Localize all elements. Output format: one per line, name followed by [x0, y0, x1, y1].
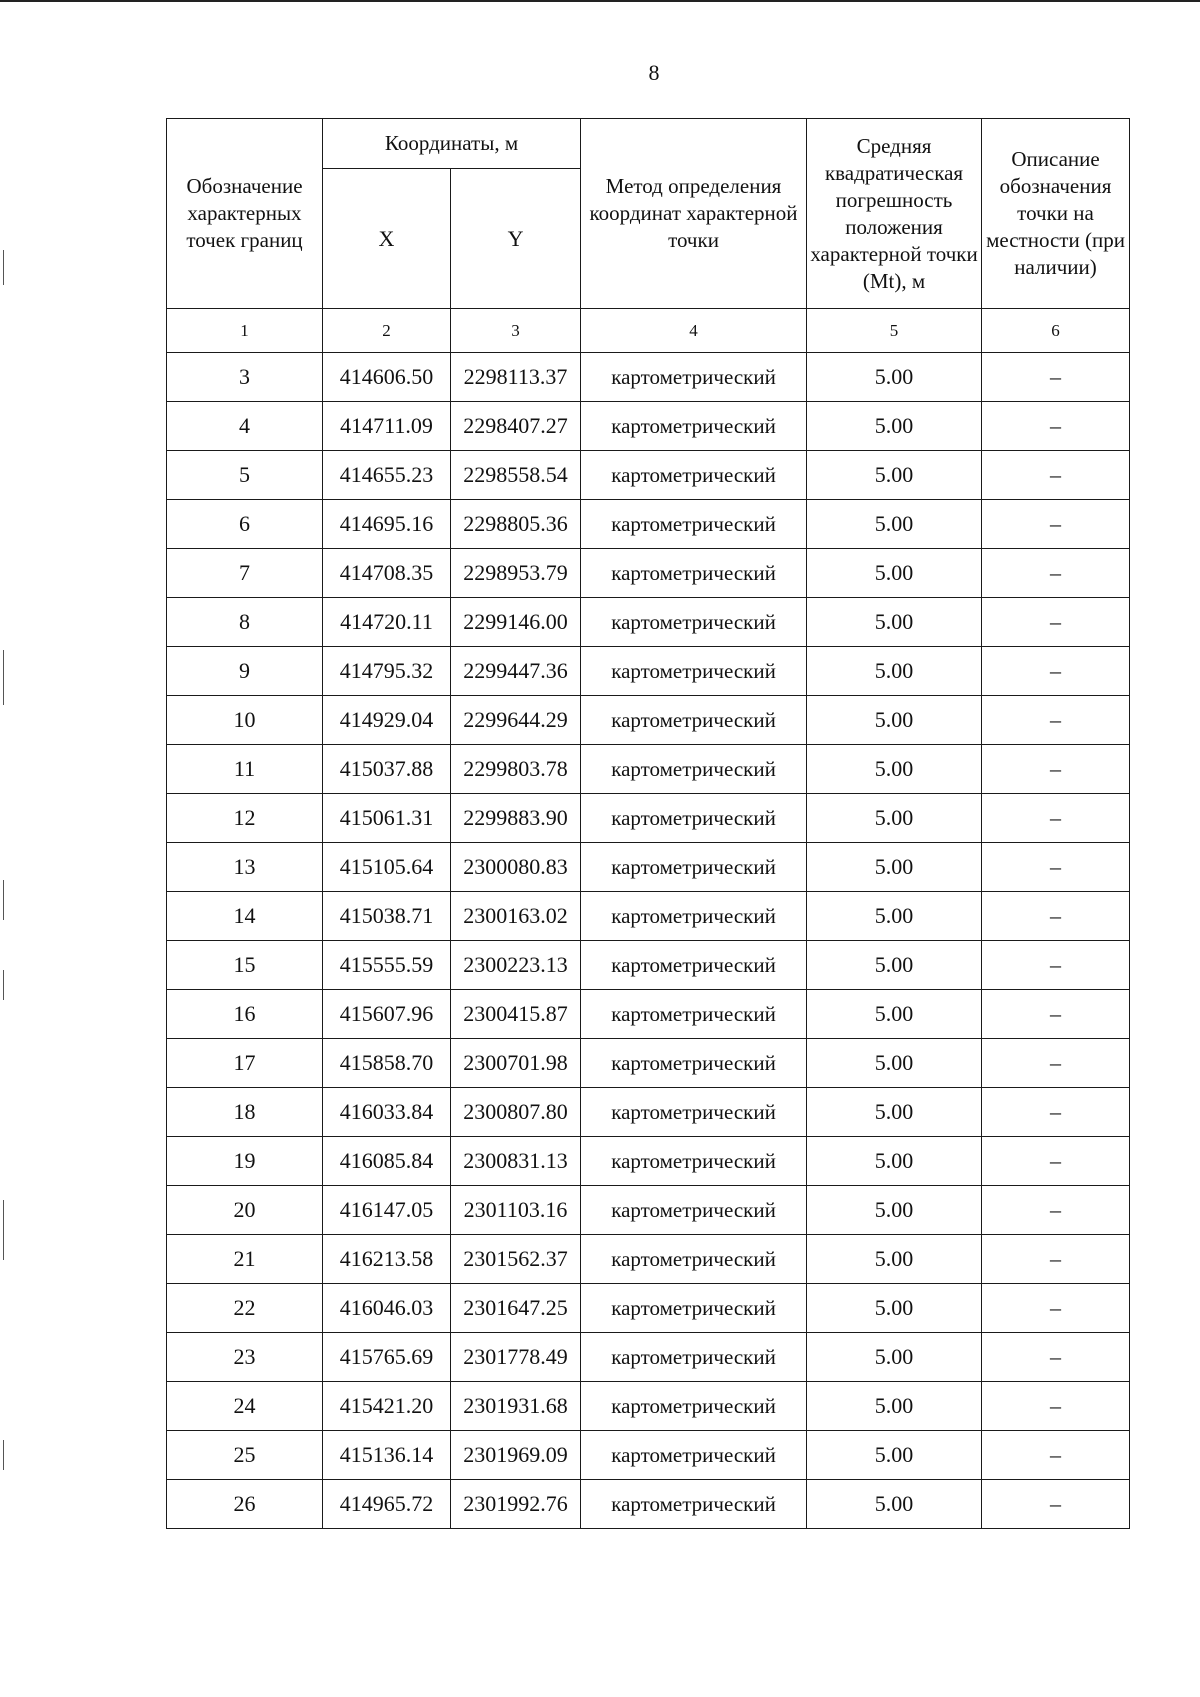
cell-point: 22: [167, 1284, 323, 1333]
cell-point: 11: [167, 745, 323, 794]
header-y: Y: [451, 169, 581, 309]
table-row: [167, 647, 1130, 696]
cell-description: –: [982, 647, 1130, 696]
cell-point: 3: [167, 353, 323, 402]
cell-point: 10: [167, 696, 323, 745]
column-number: 3: [451, 309, 581, 353]
column-number: 5: [807, 309, 982, 353]
cell-point: 9: [167, 647, 323, 696]
cell-method: картометрический: [581, 1333, 807, 1382]
cell-y: 2301103.16: [451, 1186, 581, 1235]
coordinates-table: [166, 118, 1130, 1529]
cell-y: 2301992.76: [451, 1480, 581, 1529]
cell-description: –: [982, 1235, 1130, 1284]
cell-point: 26: [167, 1480, 323, 1529]
cell-error: 5.00: [807, 1431, 982, 1480]
cell-point: 17: [167, 1039, 323, 1088]
cell-point: 8: [167, 598, 323, 647]
cell-error: 5.00: [807, 1186, 982, 1235]
cell-x: 415136.14: [323, 1431, 451, 1480]
cell-error: 5.00: [807, 1137, 982, 1186]
cell-x: 415421.20: [323, 1382, 451, 1431]
scan-top-edge: [0, 0, 1200, 2]
cell-x: 414965.72: [323, 1480, 451, 1529]
scan-artifact-mark: [3, 250, 4, 285]
table-row: [167, 1382, 1130, 1431]
cell-description: –: [982, 1039, 1130, 1088]
cell-x: 415555.59: [323, 941, 451, 990]
cell-y: 2300831.13: [451, 1137, 581, 1186]
cell-error: 5.00: [807, 696, 982, 745]
cell-error: 5.00: [807, 647, 982, 696]
cell-x: 414795.32: [323, 647, 451, 696]
table-row: [167, 353, 1130, 402]
table-row: [167, 1039, 1130, 1088]
cell-x: 414929.04: [323, 696, 451, 745]
header-description: Описание обозначения точки на местности (при наличии): [982, 119, 1130, 309]
cell-method: картометрический: [581, 1480, 807, 1529]
cell-error: 5.00: [807, 500, 982, 549]
table-row: [167, 1333, 1130, 1382]
cell-y: 2300163.02: [451, 892, 581, 941]
cell-error: 5.00: [807, 1333, 982, 1382]
table-row: [167, 451, 1130, 500]
cell-description: –: [982, 1431, 1130, 1480]
header-method: Метод определения координат характерной точки: [581, 119, 807, 309]
cell-y: 2300701.98: [451, 1039, 581, 1088]
cell-point: 19: [167, 1137, 323, 1186]
cell-description: –: [982, 500, 1130, 549]
cell-method: картометрический: [581, 1431, 807, 1480]
cell-y: 2299883.90: [451, 794, 581, 843]
scan-artifact-mark: [3, 650, 4, 705]
cell-description: –: [982, 1186, 1130, 1235]
cell-description: –: [982, 353, 1130, 402]
table-row: [167, 1431, 1130, 1480]
cell-method: картометрический: [581, 647, 807, 696]
cell-error: 5.00: [807, 598, 982, 647]
cell-description: –: [982, 402, 1130, 451]
cell-x: 414720.11: [323, 598, 451, 647]
table-row: [167, 1088, 1130, 1137]
cell-error: 5.00: [807, 451, 982, 500]
cell-point: 24: [167, 1382, 323, 1431]
table-row: [167, 990, 1130, 1039]
page-number: 8: [648, 60, 660, 85]
table-row: [167, 794, 1130, 843]
cell-y: 2301931.68: [451, 1382, 581, 1431]
table-body: [167, 309, 1130, 1529]
cell-point: 5: [167, 451, 323, 500]
cell-method: картометрический: [581, 843, 807, 892]
cell-x: 414711.09: [323, 402, 451, 451]
cell-method: картометрический: [581, 500, 807, 549]
cell-point: 25: [167, 1431, 323, 1480]
cell-y: 2301969.09: [451, 1431, 581, 1480]
cell-x: 416213.58: [323, 1235, 451, 1284]
scan-artifact-mark: [3, 1200, 4, 1260]
cell-description: –: [982, 1088, 1130, 1137]
cell-description: –: [982, 696, 1130, 745]
table-row: [167, 696, 1130, 745]
cell-error: 5.00: [807, 1088, 982, 1137]
scan-artifact-mark: [3, 970, 4, 1000]
table-row: [167, 549, 1130, 598]
table-row: [167, 598, 1130, 647]
cell-y: 2298407.27: [451, 402, 581, 451]
cell-error: 5.00: [807, 353, 982, 402]
cell-description: –: [982, 990, 1130, 1039]
cell-description: –: [982, 1480, 1130, 1529]
cell-point: 12: [167, 794, 323, 843]
cell-method: картометрический: [581, 892, 807, 941]
cell-method: картометрический: [581, 1137, 807, 1186]
cell-description: –: [982, 1137, 1130, 1186]
cell-description: –: [982, 1284, 1130, 1333]
cell-error: 5.00: [807, 941, 982, 990]
cell-method: картометрический: [581, 1039, 807, 1088]
cell-x: 415061.31: [323, 794, 451, 843]
cell-error: 5.00: [807, 990, 982, 1039]
cell-y: 2299803.78: [451, 745, 581, 794]
scan-artifact-mark: [3, 1440, 4, 1470]
cell-error: 5.00: [807, 1039, 982, 1088]
cell-point: 16: [167, 990, 323, 1039]
cell-y: 2300080.83: [451, 843, 581, 892]
cell-x: 415607.96: [323, 990, 451, 1039]
cell-point: 6: [167, 500, 323, 549]
scan-artifact-mark: [3, 880, 4, 920]
cell-x: 414606.50: [323, 353, 451, 402]
cell-x: 415858.70: [323, 1039, 451, 1088]
cell-point: 14: [167, 892, 323, 941]
table-row: [167, 1235, 1130, 1284]
cell-y: 2298953.79: [451, 549, 581, 598]
cell-method: картометрический: [581, 1235, 807, 1284]
cell-method: картометрический: [581, 941, 807, 990]
column-number: 2: [323, 309, 451, 353]
table-row: [167, 402, 1130, 451]
cell-point: 13: [167, 843, 323, 892]
cell-y: 2298558.54: [451, 451, 581, 500]
cell-x: 414708.35: [323, 549, 451, 598]
cell-x: 414655.23: [323, 451, 451, 500]
cell-description: –: [982, 549, 1130, 598]
cell-x: 415105.64: [323, 843, 451, 892]
column-number-row: [167, 309, 1130, 353]
cell-y: 2299644.29: [451, 696, 581, 745]
cell-method: картометрический: [581, 353, 807, 402]
cell-x: 416033.84: [323, 1088, 451, 1137]
cell-method: картометрический: [581, 990, 807, 1039]
cell-y: 2301778.49: [451, 1333, 581, 1382]
cell-x: 416147.05: [323, 1186, 451, 1235]
cell-method: картометрический: [581, 402, 807, 451]
cell-error: 5.00: [807, 745, 982, 794]
cell-point: 21: [167, 1235, 323, 1284]
cell-error: 5.00: [807, 1235, 982, 1284]
cell-y: 2299447.36: [451, 647, 581, 696]
table-row: [167, 1284, 1130, 1333]
cell-error: 5.00: [807, 1284, 982, 1333]
cell-method: картометрический: [581, 1088, 807, 1137]
cell-y: 2299146.00: [451, 598, 581, 647]
table-row: [167, 941, 1130, 990]
cell-y: 2298805.36: [451, 500, 581, 549]
cell-y: 2298113.37: [451, 353, 581, 402]
cell-error: 5.00: [807, 843, 982, 892]
cell-y: 2300415.87: [451, 990, 581, 1039]
column-number: 1: [167, 309, 323, 353]
cell-x: 415765.69: [323, 1333, 451, 1382]
table-row: [167, 745, 1130, 794]
cell-point: 18: [167, 1088, 323, 1137]
cell-method: картометрический: [581, 1284, 807, 1333]
table-row: [167, 1137, 1130, 1186]
cell-error: 5.00: [807, 1480, 982, 1529]
cell-error: 5.00: [807, 892, 982, 941]
cell-description: –: [982, 941, 1130, 990]
cell-method: картометрический: [581, 745, 807, 794]
cell-point: 23: [167, 1333, 323, 1382]
cell-x: 414695.16: [323, 500, 451, 549]
cell-description: –: [982, 1333, 1130, 1382]
cell-method: картометрический: [581, 1186, 807, 1235]
cell-description: –: [982, 451, 1130, 500]
cell-y: 2300807.80: [451, 1088, 581, 1137]
column-number: 4: [581, 309, 807, 353]
cell-description: –: [982, 1382, 1130, 1431]
cell-method: картометрический: [581, 451, 807, 500]
table-row: [167, 892, 1130, 941]
cell-x: 416085.84: [323, 1137, 451, 1186]
cell-error: 5.00: [807, 794, 982, 843]
table-row: [167, 1480, 1130, 1529]
table-row: [167, 500, 1130, 549]
cell-description: –: [982, 843, 1130, 892]
header-error: Средняя квадратическая погрешность положения характерной точки (Mt), м: [807, 119, 982, 309]
cell-error: 5.00: [807, 1382, 982, 1431]
table-row: [167, 1186, 1130, 1235]
cell-x: 415038.71: [323, 892, 451, 941]
cell-point: 7: [167, 549, 323, 598]
cell-method: картометрический: [581, 794, 807, 843]
header-point-designation: Обозначение характерных точек границ: [167, 119, 323, 309]
cell-point: 20: [167, 1186, 323, 1235]
cell-y: 2300223.13: [451, 941, 581, 990]
cell-method: картометрический: [581, 549, 807, 598]
cell-y: 2301647.25: [451, 1284, 581, 1333]
cell-method: картометрический: [581, 696, 807, 745]
cell-description: –: [982, 598, 1130, 647]
cell-description: –: [982, 745, 1130, 794]
cell-method: картометрический: [581, 1382, 807, 1431]
header-x: X: [323, 169, 451, 309]
cell-y: 2301562.37: [451, 1235, 581, 1284]
cell-x: 416046.03: [323, 1284, 451, 1333]
cell-error: 5.00: [807, 402, 982, 451]
header-coordinates: Координаты, м: [323, 119, 581, 169]
cell-method: картометрический: [581, 598, 807, 647]
cell-description: –: [982, 892, 1130, 941]
cell-description: –: [982, 794, 1130, 843]
cell-point: 4: [167, 402, 323, 451]
cell-error: 5.00: [807, 549, 982, 598]
column-number: 6: [982, 309, 1130, 353]
table-row: [167, 843, 1130, 892]
cell-point: 15: [167, 941, 323, 990]
cell-x: 415037.88: [323, 745, 451, 794]
